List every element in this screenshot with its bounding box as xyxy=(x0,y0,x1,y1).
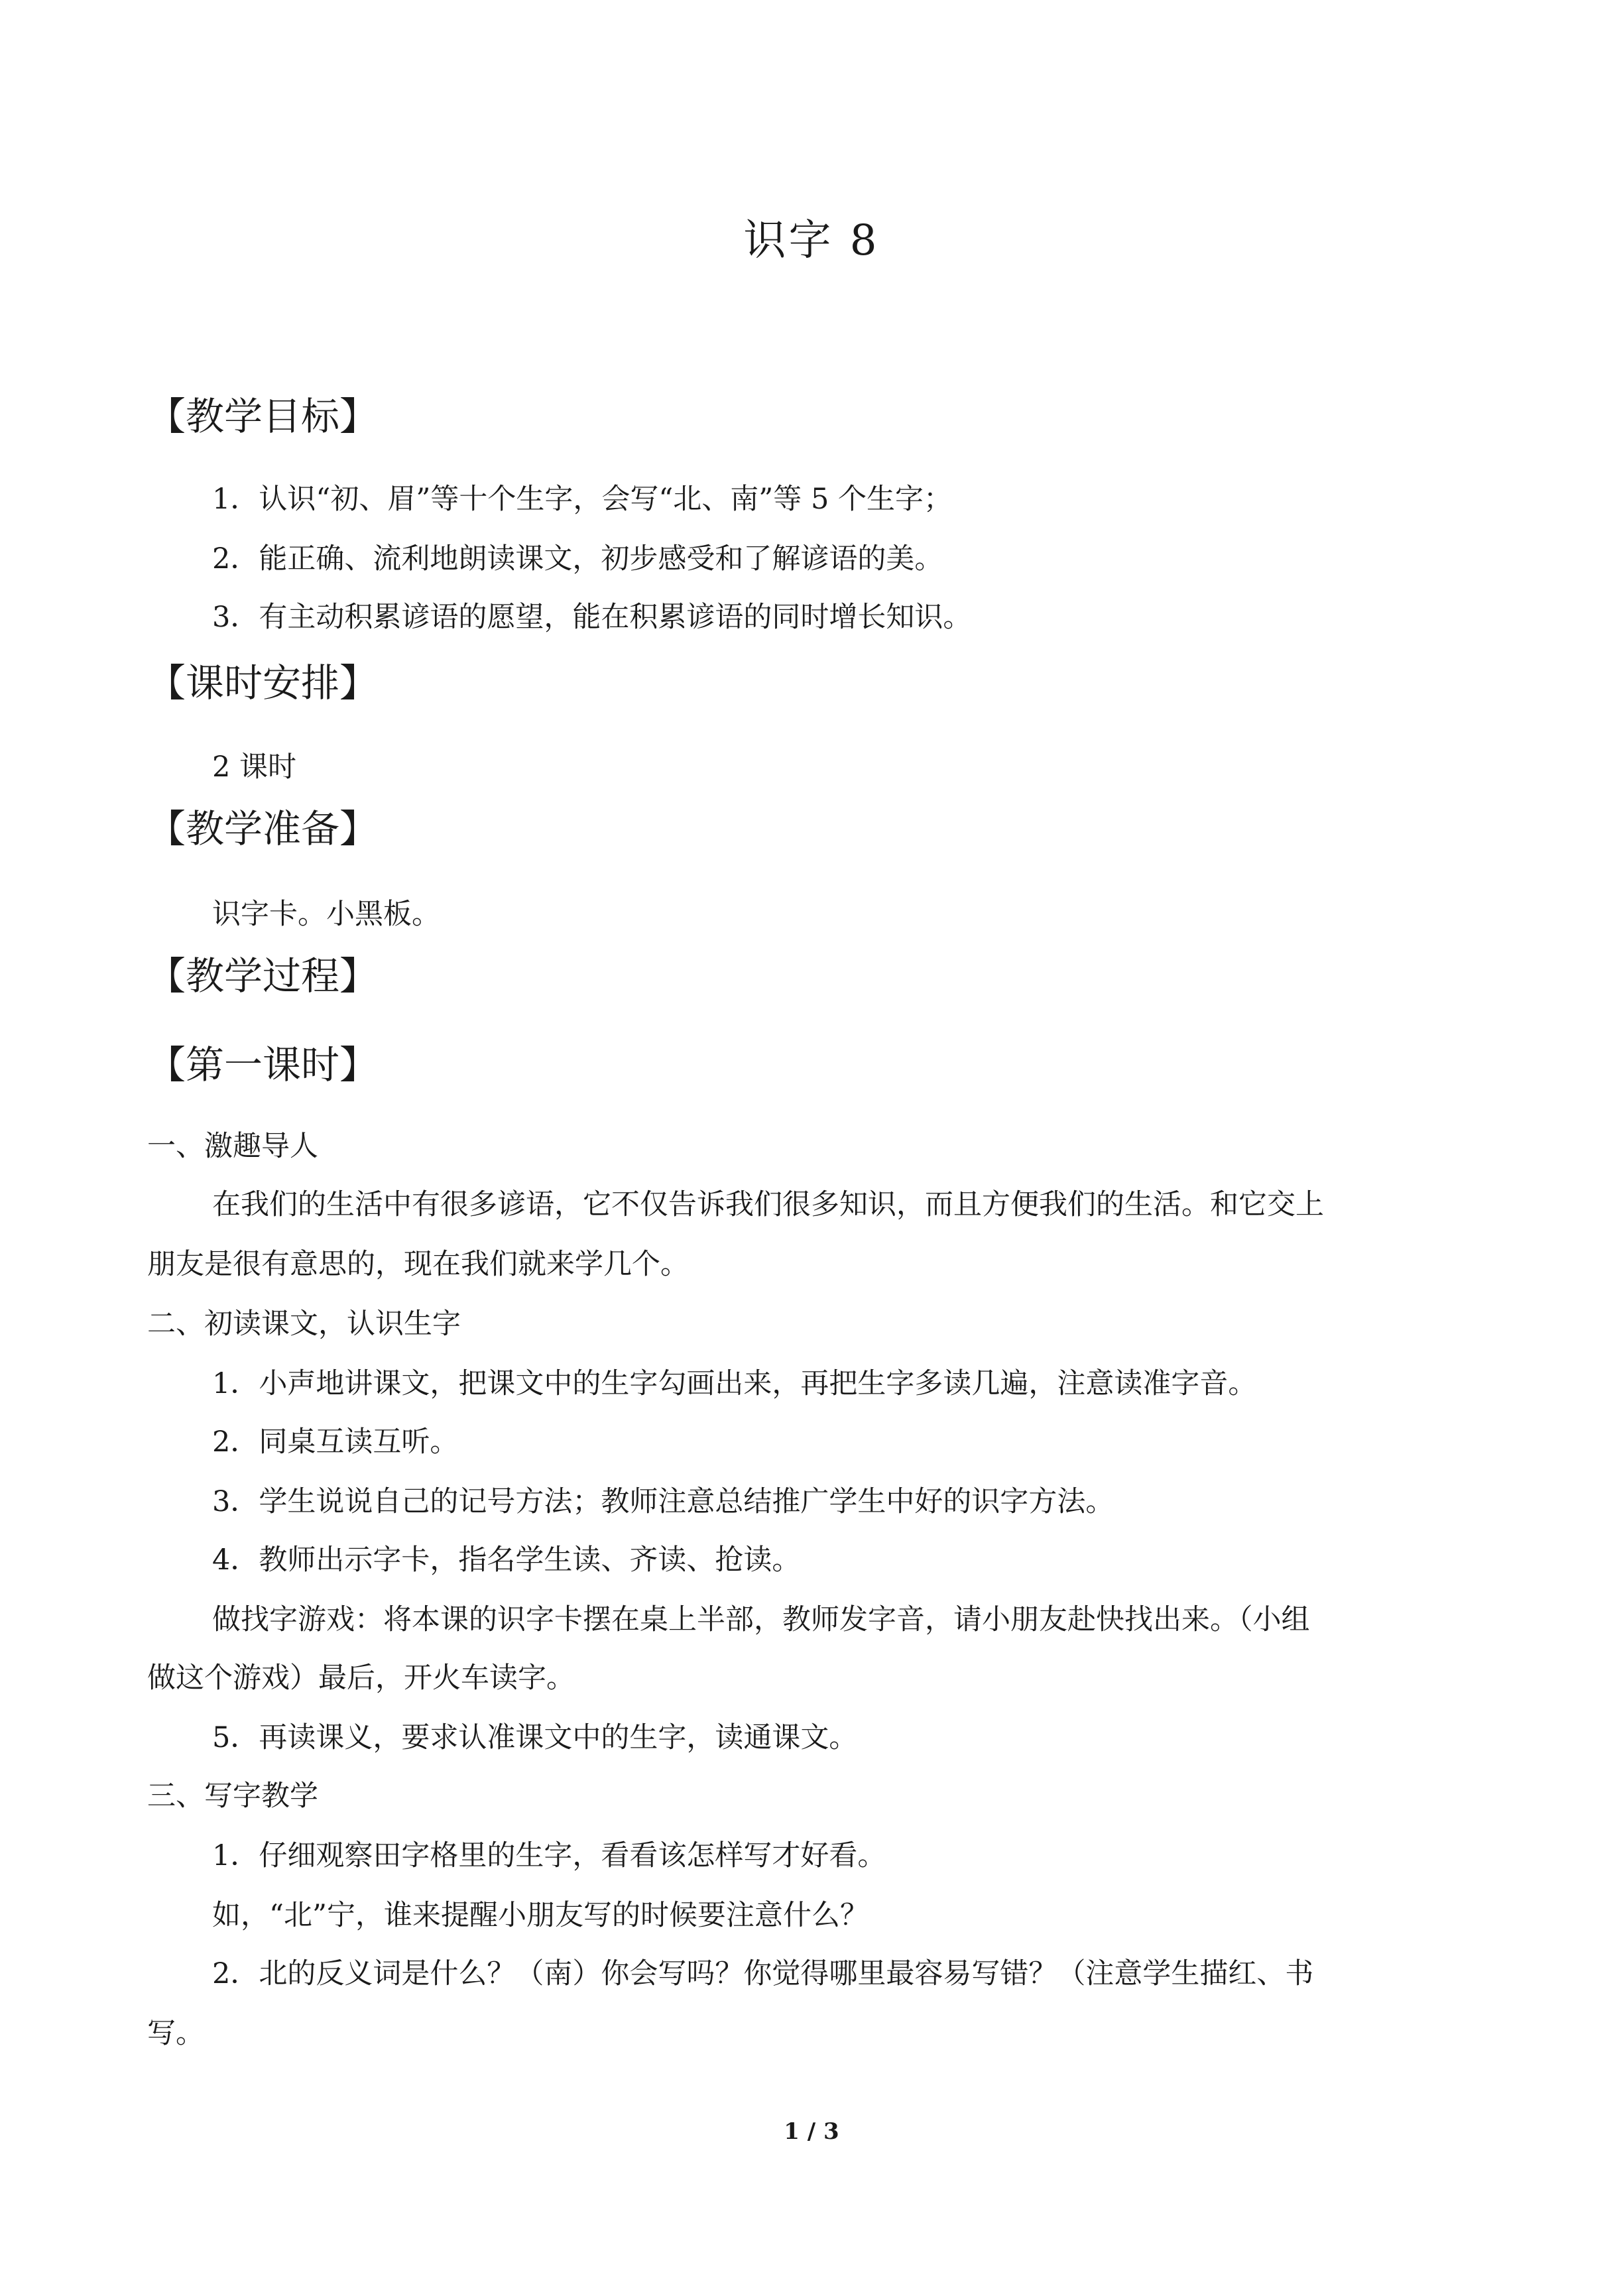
part2-item-5: 5．再读课义，要求认准课文中的生字，读通课文。 xyxy=(212,1721,858,1754)
page-number: 1 / 3 xyxy=(784,2118,839,2145)
part1-title: 一、激趣导人 xyxy=(147,1130,318,1163)
document-title: 识字 8 xyxy=(743,216,880,265)
part3-item-1: 1．仔细观察田字格里的生字，看看该怎样写才好看。 xyxy=(212,1839,886,1872)
part2-item-1: 1．小声地讲课文，把课文中的生字勾画出来，再把生字多读几遍，注意读准字音。 xyxy=(212,1367,1257,1400)
part2-game-line-2: 做这个游戏）最后，开火车读字。 xyxy=(147,1662,575,1695)
heading-preparation: 【教学准备】 xyxy=(147,806,379,851)
part3-example: 如，“北”宁，谁来提醒小朋友写的时候要注意什么？ xyxy=(212,1899,869,1932)
goal-item-2: 2．能正确、流利地朗读课文，初步感受和了解谚语的美。 xyxy=(212,542,943,575)
heading-schedule: 【课时安排】 xyxy=(147,660,379,705)
heading-process: 【教学过程】 xyxy=(147,953,379,998)
part1-paragraph-line-2: 朋友是很有意思的，现在我们就来学几个。 xyxy=(147,1248,689,1281)
preparation-text: 识字卡。小黑板。 xyxy=(212,898,440,931)
part3-title: 三、写字教学 xyxy=(147,1780,318,1813)
part1-paragraph-line-1: 在我们的生活中有很多谚语，它不仅告诉我们很多知识，而且方便我们的生活。和它交上 xyxy=(212,1188,1324,1221)
goal-item-3: 3．有主动积累谚语的愿望，能在积累谚语的同时增长知识。 xyxy=(212,601,972,634)
part2-title: 二、初读课文，认识生字 xyxy=(147,1307,461,1341)
heading-teaching-goals: 【教学目标】 xyxy=(147,394,379,439)
part2-item-2: 2．同桌互读互听。 xyxy=(212,1425,459,1459)
heading-lesson-1: 【第一课时】 xyxy=(147,1042,379,1087)
part2-item-4: 4．教师出示字卡，指名学生读、齐读、抢读。 xyxy=(212,1543,801,1577)
part3-item-2-line-1: 2．北的反义词是什么？（南）你会写吗？你觉得哪里最容易写错？（注意学生描红、书 xyxy=(212,1957,1314,1990)
schedule-text: 2 课时 xyxy=(212,751,297,784)
part2-game-line-1: 做找字游戏：将本课的识字卡摆在桌上半部，教师发字音，请小朋友赴快找出来。（小组 xyxy=(212,1603,1310,1636)
goal-item-1: 1．认识“初、眉”等十个生字，会写“北、南”等 5 个生字； xyxy=(212,483,952,516)
part3-item-2-line-2: 写。 xyxy=(147,2017,204,2050)
part2-item-3: 3．学生说说自己的记号方法；教师注意总结推广学生中好的识字方法。 xyxy=(212,1485,1114,1518)
